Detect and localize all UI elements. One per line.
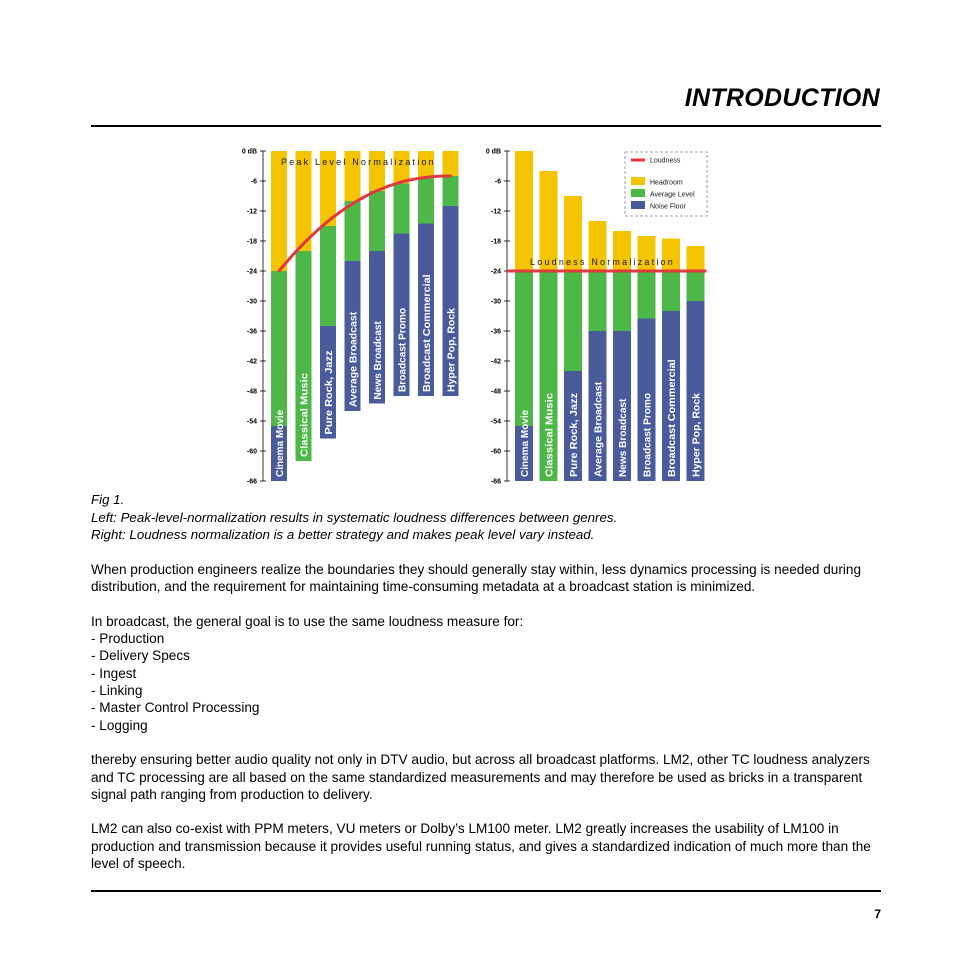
legend-label: Loudness xyxy=(650,157,681,165)
page-number: 7 xyxy=(874,907,881,921)
bar-category-label: Cinema Movie xyxy=(274,406,286,477)
y-tick-label: 0 dB xyxy=(241,148,257,156)
y-tick-label: -54 xyxy=(246,418,257,426)
bar-category-label: Broadcast Promo xyxy=(396,304,409,392)
legend-swatch xyxy=(631,201,645,209)
y-tick-label: -30 xyxy=(490,298,501,306)
legend-label: Average Level xyxy=(650,191,695,199)
average-level-bar xyxy=(271,271,287,426)
headroom-bar xyxy=(515,151,533,271)
y-tick-label: -60 xyxy=(246,448,257,456)
average-level-bar xyxy=(613,271,631,331)
bar-category-label: News Broadcast xyxy=(372,317,384,400)
chart-annotation: Peak Level Normalization xyxy=(281,157,436,167)
y-tick-label: -36 xyxy=(490,328,501,336)
bar-category-label: News Broadcast xyxy=(617,395,629,477)
list-item: - Delivery Specs xyxy=(91,648,190,664)
average-level-bar xyxy=(589,271,607,331)
average-level-bar xyxy=(320,226,336,326)
y-tick-label: -54 xyxy=(490,418,501,426)
bar-category-label: Classical Music xyxy=(298,378,311,457)
average-level-bar xyxy=(345,201,361,261)
caption-line-right: Right: Loudness normalization is a better strategy and makes peak level vary instead. xyxy=(91,527,595,543)
loudness-measure-list xyxy=(91,630,881,734)
list-item: - Linking xyxy=(91,683,143,699)
header-rule xyxy=(91,125,881,127)
y-tick-label: -42 xyxy=(490,358,501,366)
body-text xyxy=(91,561,881,890)
caption-label: Fig 1. xyxy=(91,492,125,507)
figure-1 xyxy=(230,142,720,488)
average-level-bar xyxy=(638,271,656,319)
y-tick-label: -60 xyxy=(490,448,501,456)
figure-caption xyxy=(91,491,881,544)
average-level-bar xyxy=(369,191,385,251)
y-tick-label: -6 xyxy=(494,178,501,186)
y-tick-label: -18 xyxy=(246,238,257,246)
y-tick-label: -48 xyxy=(490,388,501,396)
y-tick-label: -36 xyxy=(246,328,257,336)
bar-category-label: Pure Rock, Jazz xyxy=(568,397,580,477)
loudness-comparison-chart xyxy=(230,142,720,488)
headroom-bar xyxy=(271,151,287,271)
paragraph-production-engineers: When production engineers realize the boundaries they should generally stay within, less dynamics processing is needed during distribution, and the requirement for maintaining time-consuming metadata at a broadcast station is minimized. xyxy=(91,562,862,595)
y-tick-label: -42 xyxy=(246,358,257,366)
bar-category-label: Broadcast Commercial xyxy=(666,362,678,477)
paragraph-audio-quality: thereby ensuring better audio quality not only in DTV audio, but across all broadcast platforms. LM2, other TC loudness analyzers and TC processing are all based on the same standardized measurements and may therefore be used as bricks in a transparent signal path ranging from production to delivery. xyxy=(91,752,870,802)
average-level-bar xyxy=(687,271,705,301)
legend-label: Noise Floor xyxy=(650,203,686,211)
legend-label: Headroom xyxy=(650,179,683,187)
bar-category-label: Classical Music xyxy=(543,398,556,477)
chart-annotation: Loudness Normalization xyxy=(530,257,675,267)
paragraph-general-goal: In broadcast, the general goal is to use the same loudness measure for: xyxy=(91,613,524,629)
bar-category-label: Hyper Pop, Rock xyxy=(690,392,703,477)
headroom-bar xyxy=(443,151,459,176)
list-item: - Master Control Processing xyxy=(91,700,260,716)
y-tick-label: -30 xyxy=(246,298,257,306)
y-tick-label: -18 xyxy=(490,238,501,246)
y-tick-label: -66 xyxy=(246,478,257,486)
bar-category-label: Hyper Pop, Rock xyxy=(445,307,458,392)
average-level-bar xyxy=(418,179,434,224)
y-tick-label: -6 xyxy=(250,178,257,186)
average-level-bar xyxy=(564,271,582,371)
paragraph-lm100: LM2 can also co-exist with PPM meters, VU meters or Dolby’s LM100 meter. LM2 greatly increases the usability of LM100 in production and transmission because it provides useful running status, and gives a standardized indication of much more than the level of speech. xyxy=(91,821,871,872)
bar-category-label: Broadcast Commercial xyxy=(421,277,433,392)
list-item: - Ingest xyxy=(91,665,137,681)
headroom-bar xyxy=(394,151,410,184)
legend-swatch xyxy=(631,189,645,197)
y-tick-label: -12 xyxy=(490,208,501,216)
y-tick-label: -24 xyxy=(246,268,257,276)
average-level-bar xyxy=(662,271,680,311)
average-level-bar xyxy=(443,176,459,206)
y-tick-label: 0 dB xyxy=(485,148,501,156)
footer-rule xyxy=(91,890,881,892)
y-tick-label: -24 xyxy=(490,268,501,276)
bar-category-label: Cinema Movie xyxy=(519,406,531,477)
y-tick-label: -48 xyxy=(246,388,257,396)
bar-category-label: Average Broadcast xyxy=(347,311,360,407)
y-tick-label: -66 xyxy=(490,478,501,486)
average-level-bar xyxy=(515,271,533,426)
list-item: - Production xyxy=(91,631,165,647)
y-tick-label: -12 xyxy=(246,208,257,216)
list-item: - Logging xyxy=(91,717,148,733)
headroom-bar xyxy=(687,246,705,271)
average-level-bar xyxy=(394,184,410,234)
legend-swatch xyxy=(631,177,645,185)
bar-category-label: Pure Rock, Jazz xyxy=(323,354,335,435)
caption-line-left: Left: Peak-level-normalization results in systematic loudness differences between genres. xyxy=(91,509,618,525)
bar-category-label: Broadcast Promo xyxy=(641,389,654,477)
bar-category-label: Average Broadcast xyxy=(592,381,605,477)
page-title: INTRODUCTION xyxy=(684,84,880,112)
headroom-bar xyxy=(540,171,558,271)
